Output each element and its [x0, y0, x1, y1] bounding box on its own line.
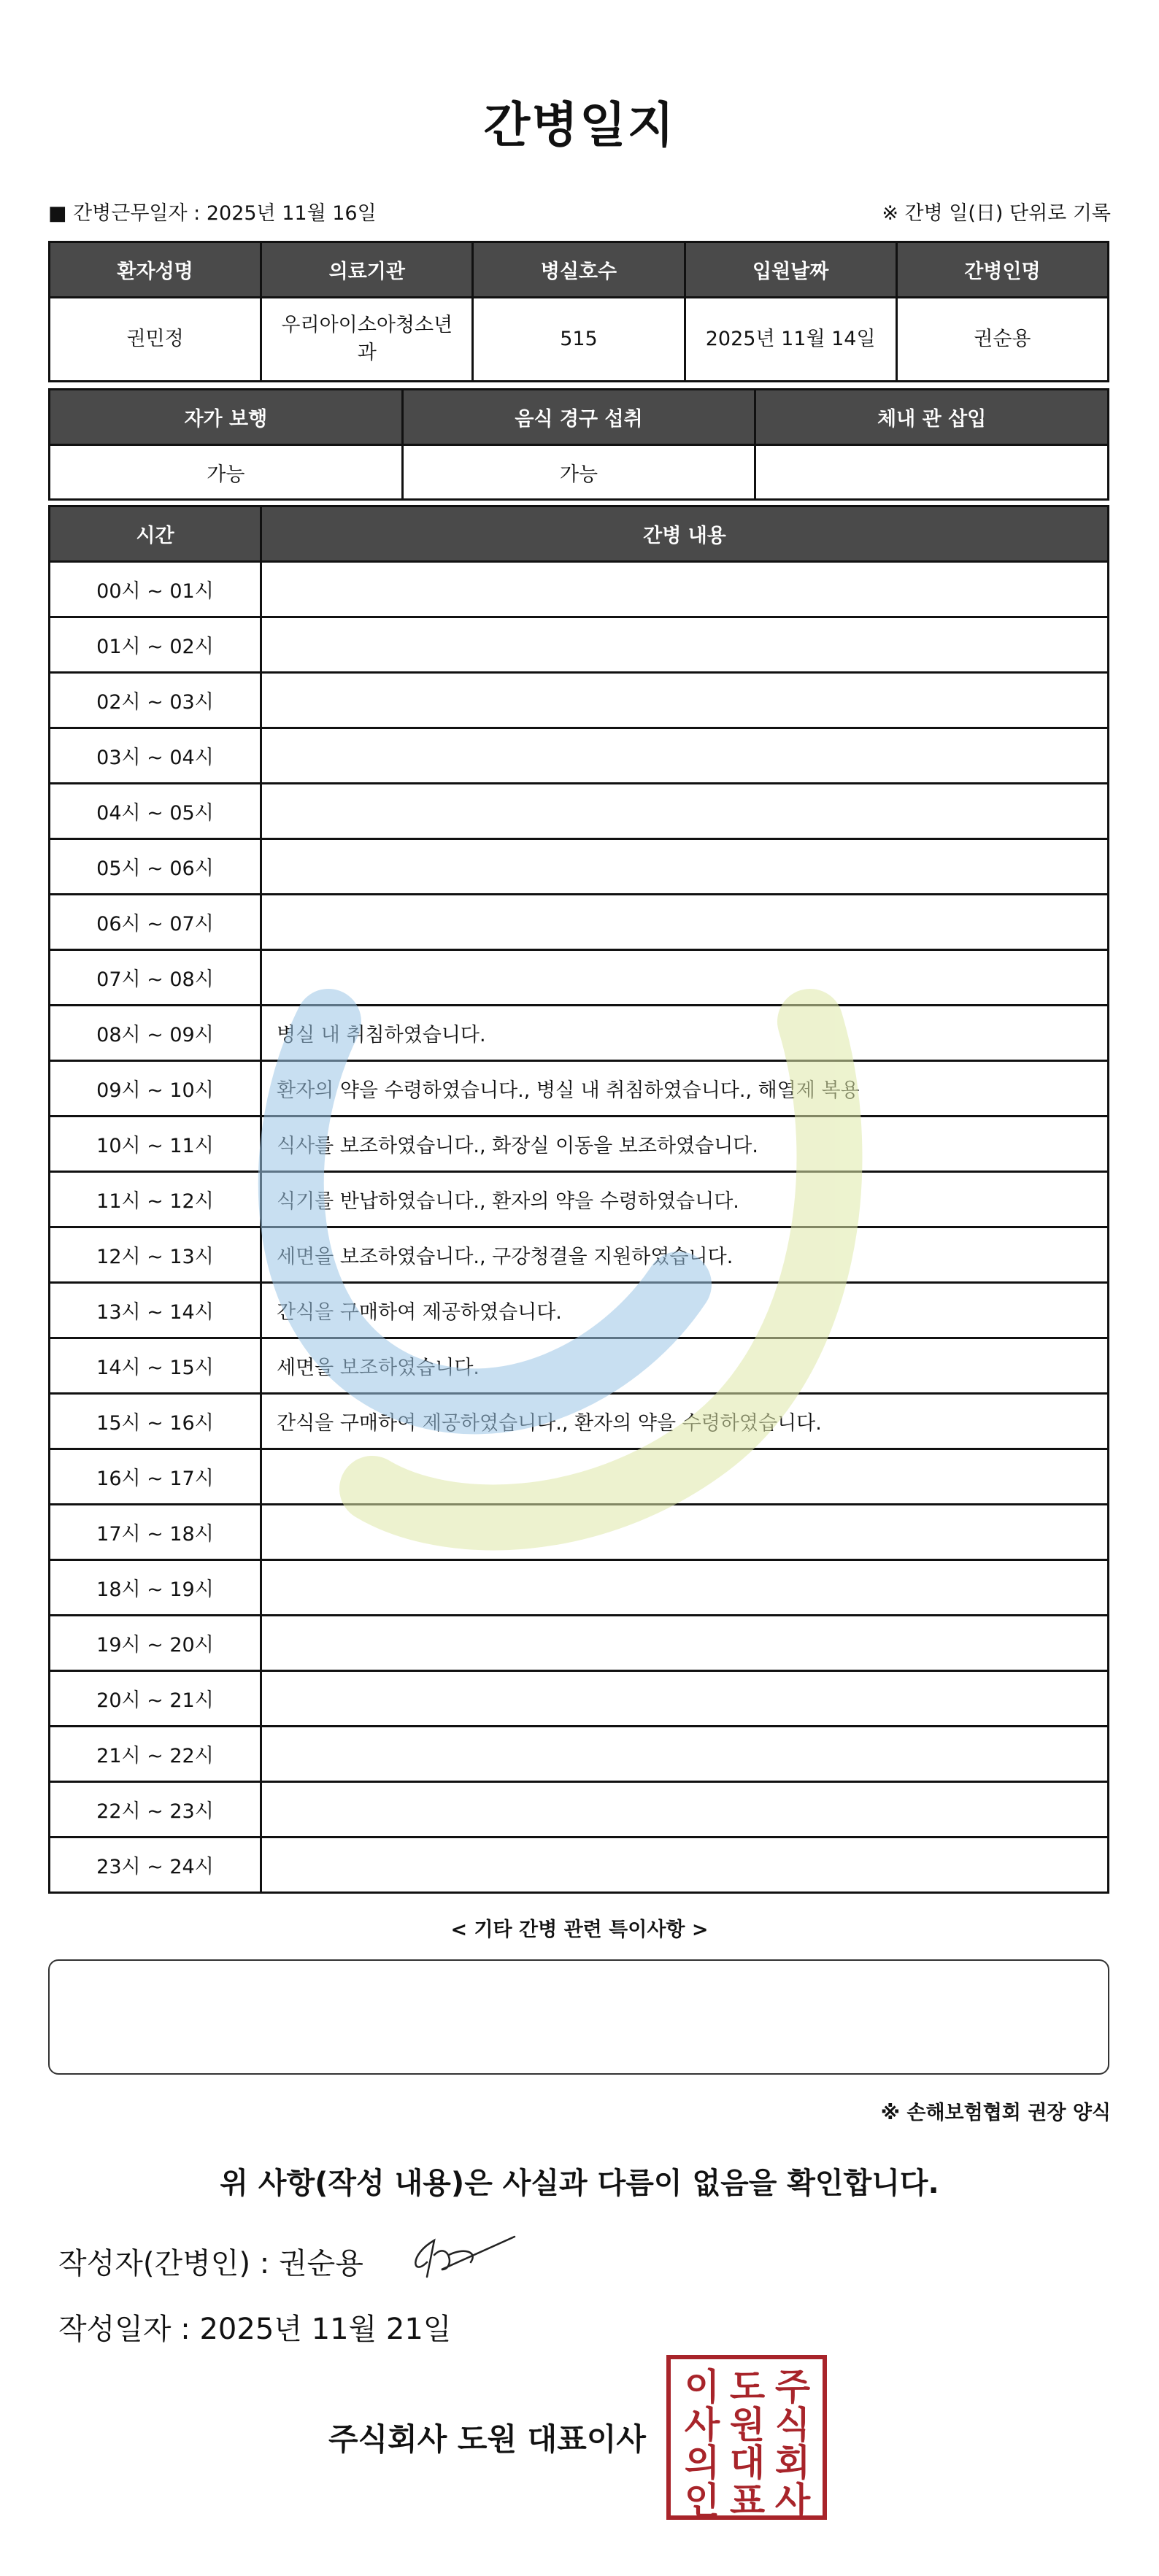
log-time: 08시 ~ 09시: [50, 1006, 261, 1061]
writer-line: 작성자(간병인) : 권순용: [58, 2247, 363, 2280]
header-tube-insertion: 체내 관 삽입: [755, 390, 1109, 445]
log-content: [261, 1782, 1109, 1837]
log-row: [50, 1727, 1109, 1782]
log-time: 12시 ~ 13시: [50, 1227, 261, 1283]
log-content: [261, 1616, 1109, 1671]
header-oral-intake: 음식 경구 섭취: [402, 390, 755, 445]
log-time: 05시 ~ 06시: [50, 839, 261, 895]
page-title: 간병일지: [483, 97, 676, 153]
hospital-name-text: 우리아이소아청소년과: [281, 314, 453, 364]
company-seal-stamp: [666, 2354, 828, 2521]
log-row: [50, 1006, 1109, 1061]
walking-status: 가능: [50, 445, 403, 500]
notes-label: < 기타 간병 관련 특이사항 >: [450, 1918, 709, 1941]
work-date: ■ 간병근무일자 : 2025년 11월 16일: [48, 202, 377, 225]
log-row: [50, 673, 1109, 728]
log-row: [50, 1505, 1109, 1560]
seal-char: 대: [729, 2442, 766, 2484]
patient-info-table: [48, 241, 1109, 382]
seal-char: 이: [684, 2366, 720, 2408]
log-time: 03시 ~ 04시: [50, 728, 261, 784]
log-time: 02시 ~ 03시: [50, 673, 261, 728]
log-row: [50, 1117, 1109, 1172]
hospital-name: [261, 298, 473, 382]
unit-note: ※ 간병 일(日) 단위로 기록: [882, 202, 1111, 225]
log-time: 20시 ~ 21시: [50, 1671, 261, 1727]
log-row: [50, 1061, 1109, 1117]
log-content: [261, 1505, 1109, 1560]
log-content: [261, 950, 1109, 1006]
confirmation-statement: 위 사항(작성 내용)은 사실과 다름이 없음을 확인합니다.: [220, 2167, 939, 2200]
patient-name: 권민정: [50, 298, 261, 382]
log-content: [261, 839, 1109, 895]
signature: [405, 2226, 522, 2284]
log-content: [261, 1837, 1109, 1893]
log-row: [50, 1338, 1109, 1394]
seal-char: 회: [774, 2442, 811, 2484]
log-content: 식사를 보조하였습니다., 화장실 이동을 보조하였습니다.: [261, 1117, 1109, 1172]
log-content: 세면을 보조하였습니다.: [261, 1338, 1109, 1394]
log-content: [261, 673, 1109, 728]
log-time: 04시 ~ 05시: [50, 784, 261, 839]
log-time: 14시 ~ 15시: [50, 1338, 261, 1394]
seal-char: 의: [684, 2442, 720, 2484]
log-content: 세면을 보조하였습니다., 구강청결을 지원하였습니다.: [261, 1227, 1109, 1283]
log-content: 간식을 구매하여 제공하였습니다.: [261, 1283, 1109, 1338]
log-time: 15시 ~ 16시: [50, 1394, 261, 1449]
log-time: 23시 ~ 24시: [50, 1837, 261, 1893]
log-time: 07시 ~ 08시: [50, 950, 261, 1006]
log-time: 00시 ~ 01시: [50, 562, 261, 617]
care-log-table: [48, 505, 1109, 1894]
log-content: 식기를 반납하였습니다., 환자의 약을 수령하였습니다.: [261, 1172, 1109, 1227]
log-row: [50, 839, 1109, 895]
log-time: 09시 ~ 10시: [50, 1061, 261, 1117]
oral-intake-status: 가능: [402, 445, 755, 500]
log-content: 병실 내 취침하였습니다.: [261, 1006, 1109, 1061]
seal-char: 주: [774, 2366, 811, 2408]
log-time: 22시 ~ 23시: [50, 1782, 261, 1837]
log-row: [50, 1227, 1109, 1283]
log-content: [261, 1560, 1109, 1616]
recommend-note: ※ 손해보험협회 권장 양식: [880, 2102, 1111, 2124]
log-time: 06시 ~ 07시: [50, 895, 261, 950]
log-content: [261, 1671, 1109, 1727]
header-room: 병실호수: [473, 242, 685, 298]
header-admission-date: 입원날짜: [685, 242, 896, 298]
log-row: [50, 728, 1109, 784]
log-row: [50, 562, 1109, 617]
header-time: 시간: [50, 506, 261, 562]
log-row: [50, 1782, 1109, 1837]
header-care-content: 간병 내용: [261, 506, 1109, 562]
log-time: 16시 ~ 17시: [50, 1449, 261, 1505]
log-content: [261, 562, 1109, 617]
caregiver-name: 권순용: [896, 298, 1108, 382]
log-row: [50, 950, 1109, 1006]
patient-status-table: [48, 388, 1109, 501]
log-row: [50, 1172, 1109, 1227]
log-row: [50, 1283, 1109, 1338]
log-content: [261, 617, 1109, 673]
log-row: [50, 617, 1109, 673]
header-patient-name: 환자성명: [50, 242, 261, 298]
room-number: 515: [473, 298, 685, 382]
log-row: [50, 784, 1109, 839]
log-content: [261, 1727, 1109, 1782]
log-time: 13시 ~ 14시: [50, 1283, 261, 1338]
seal-char: 원: [729, 2404, 766, 2446]
header-caregiver: 간병인명: [896, 242, 1108, 298]
log-content: [261, 1449, 1109, 1505]
log-row: [50, 1394, 1109, 1449]
writing-date: 작성일자 : 2025년 11월 21일: [58, 2313, 452, 2346]
log-content: 간식을 구매하여 제공하였습니다., 환자의 약을 수령하였습니다.: [261, 1394, 1109, 1449]
log-content: [261, 784, 1109, 839]
log-row: [50, 1616, 1109, 1671]
log-time: 01시 ~ 02시: [50, 617, 261, 673]
header-hospital: 의료기관: [261, 242, 473, 298]
seal-char: 인: [684, 2480, 720, 2521]
log-content: [261, 895, 1109, 950]
log-time: 10시 ~ 11시: [50, 1117, 261, 1172]
log-time: 18시 ~ 19시: [50, 1560, 261, 1616]
log-time: 19시 ~ 20시: [50, 1616, 261, 1671]
log-time: 21시 ~ 22시: [50, 1727, 261, 1782]
seal-char: 사: [774, 2480, 811, 2521]
log-content: 환자의 약을 수령하였습니다., 병실 내 취침하였습니다., 해열제 복용: [261, 1061, 1109, 1117]
log-row: [50, 1837, 1109, 1893]
log-row: [50, 1671, 1109, 1727]
seal-char: 사: [684, 2404, 720, 2446]
log-time: 17시 ~ 18시: [50, 1505, 261, 1560]
log-content: [261, 728, 1109, 784]
log-row: [50, 895, 1109, 950]
care-log-body: [50, 562, 1109, 1893]
log-row: [50, 1560, 1109, 1616]
seal-char: 도: [729, 2366, 766, 2408]
notes-box: [48, 1959, 1109, 2075]
log-time: 11시 ~ 12시: [50, 1172, 261, 1227]
tube-insertion-status: [755, 445, 1109, 500]
admission-date: 2025년 11월 14일: [685, 298, 896, 382]
log-row: [50, 1449, 1109, 1505]
header-walking: 자가 보행: [50, 390, 403, 445]
seal-char: 식: [774, 2404, 811, 2446]
company-representative: 주식회사 도원 대표이사: [328, 2421, 646, 2457]
seal-char: 표: [729, 2480, 766, 2521]
